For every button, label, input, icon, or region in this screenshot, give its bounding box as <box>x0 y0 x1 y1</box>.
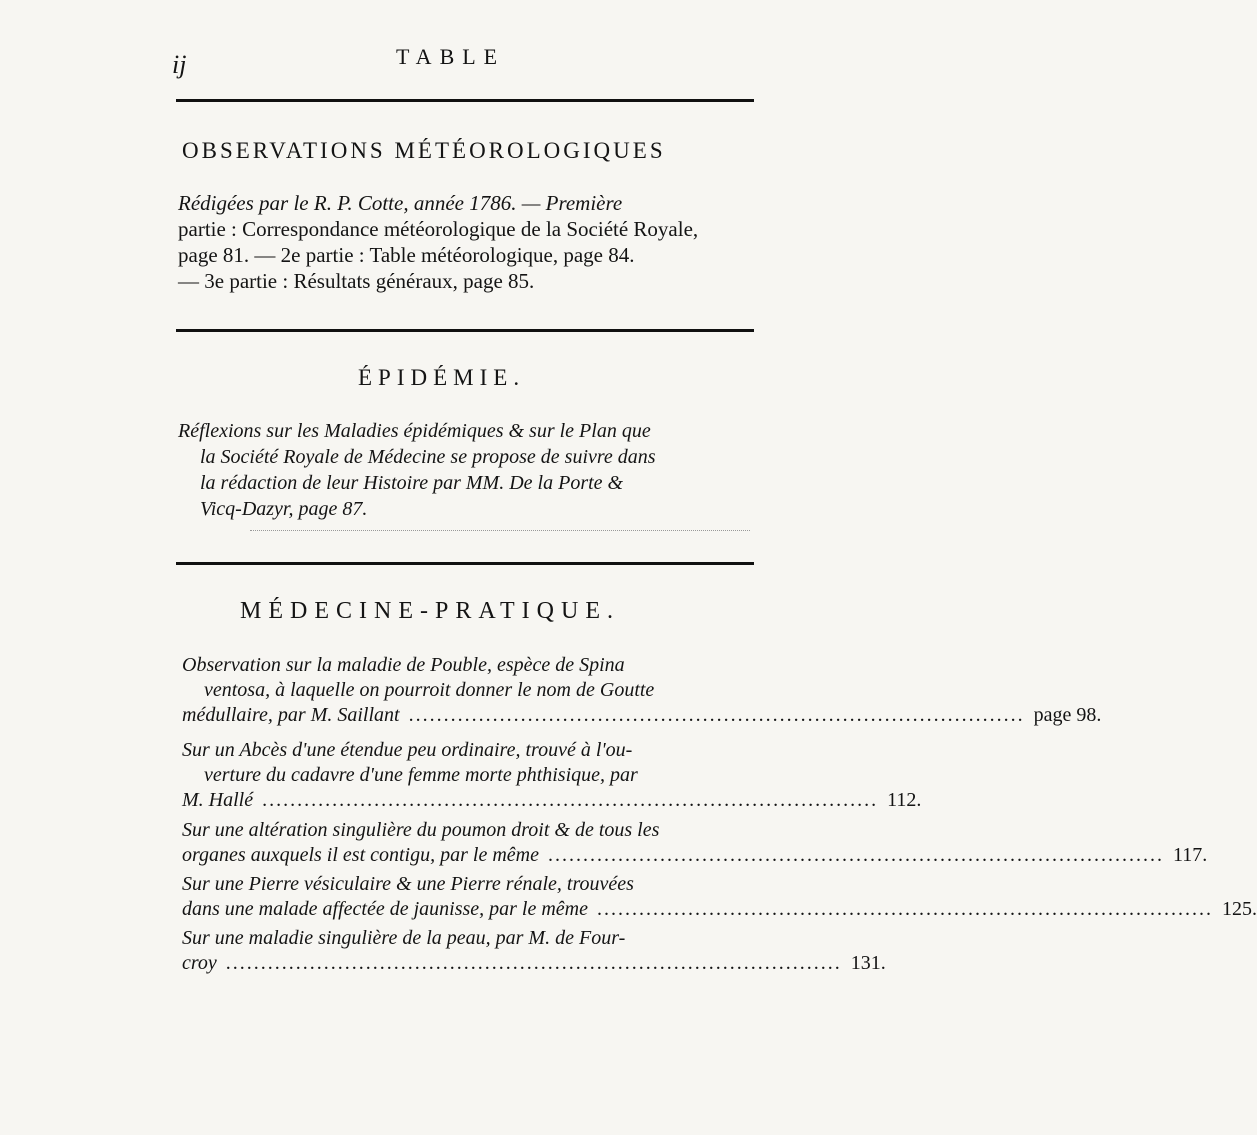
page-number: 125. <box>1222 898 1257 920</box>
text-line: Sur une Pierre vésiculaire & une Pierre rénale, trouvées <box>182 873 634 895</box>
text-line: — 3e partie : Résultats généraux, page 85. <box>178 269 535 293</box>
dot-leader: ........................................................................................ <box>262 789 879 811</box>
section-title-epidemie: ÉPIDÉMIE. <box>358 365 526 390</box>
text-line: Sur une maladie singulière de la peau, par M. de Four- <box>182 927 626 949</box>
text-line: Sur un Abcès d'une étendue peu ordinaire, trouvé à l'ou- <box>182 739 633 761</box>
leader-line <box>182 843 1208 868</box>
epidemie-text <box>178 418 756 522</box>
page-number: 117. <box>1172 844 1208 866</box>
toc-entry <box>182 872 1257 922</box>
page-folio: ij <box>172 50 187 79</box>
header-rule <box>176 99 754 102</box>
toc-entry <box>182 926 886 976</box>
text-line: médullaire, par M. Saillant <box>182 704 400 726</box>
text-line: organes auxquels il est contigu, par le même <box>182 844 539 866</box>
text-line: Rédigées par le R. P. Cotte, année 1786. — Première <box>178 191 623 215</box>
dot-leader: ........................................................................................ <box>408 704 1025 726</box>
section-title-observations: OBSERVATIONS MÉTÉOROLOGIQUES <box>182 138 666 163</box>
section-rule <box>176 329 754 332</box>
page-number: page 98. <box>1033 704 1102 726</box>
observations-text <box>178 190 756 294</box>
section-rule <box>176 562 754 565</box>
text-line: Sur une altération singulière du poumon droit & de tous les <box>182 819 660 841</box>
text-line: la rédaction de leur Histoire par MM. De la Porte & <box>200 472 624 494</box>
text-line: verture du cadavre d'une femme morte phthisique, par <box>204 764 638 786</box>
dot-leader: ........................................................................................ <box>225 952 842 974</box>
dot-leader: ........................................................................................ <box>547 844 1164 866</box>
text-line: dans une malade affectée de jaunisse, par le même <box>182 898 589 920</box>
text-line: la Société Royale de Médecine se propose de suivre dans <box>200 446 656 468</box>
toc-entry <box>182 738 922 813</box>
text-line: Vicq-Dazyr, page 87. <box>200 498 368 520</box>
toc-entry <box>182 653 1102 728</box>
leader-line <box>182 897 1257 922</box>
leader-line <box>182 951 886 976</box>
text-line: Réflexions sur les Maladies épidémiques & sur le Plan que <box>178 420 651 442</box>
text-line: croy <box>182 952 217 974</box>
section-title-medecine: MÉDECINE-PRATIQUE. <box>240 598 620 624</box>
text-line: M. Hallé <box>182 789 254 811</box>
text-line: ventosa, à laquelle on pourroit donner le nom de Goutte <box>204 679 655 701</box>
leader-line <box>182 703 1102 728</box>
page-number: 131. <box>850 952 886 974</box>
running-head: TABLE <box>396 44 506 69</box>
leader-line <box>182 788 922 813</box>
text-line: partie : Correspondance météorologique de la Société Royale, <box>178 217 699 241</box>
bleed-through <box>250 530 750 537</box>
dot-leader: ........................................................................................ <box>597 898 1214 920</box>
page-number: 112. <box>887 789 922 811</box>
text-line: page 81. — 2e partie : Table météorologique, page 84. <box>178 243 635 267</box>
toc-entry <box>182 818 1208 868</box>
text-line: Observation sur la maladie de Pouble, espèce de Spina <box>182 654 625 676</box>
